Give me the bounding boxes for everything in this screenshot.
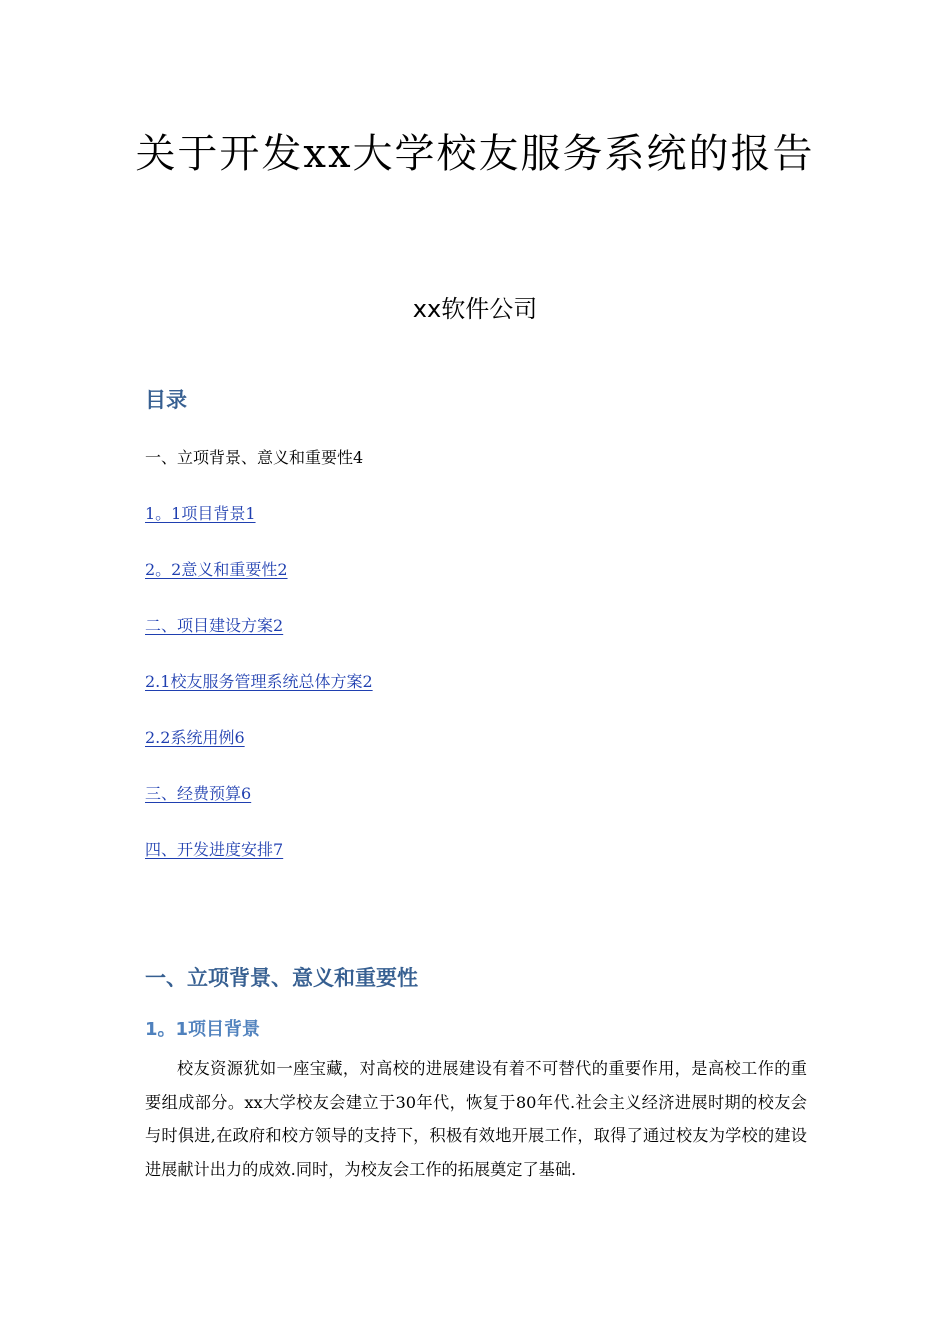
document-title: 关于开发xx大学校友服务系统的报告 <box>135 131 815 177</box>
toc-link-overall-plan[interactable]: 2.1校友服务管理系统总体方案2 <box>145 672 373 691</box>
toc-link-budget[interactable]: 三、经费预算6 <box>145 784 252 803</box>
toc-item <box>145 446 373 502</box>
toc-link-schedule[interactable]: 四、开发进度安排7 <box>145 840 284 859</box>
body-paragraph: 校友资源犹如一座宝藏，对高校的进展建设有着不可替代的重要作用，是高校工作的重要组成部分。xx大学校友会建立于30年代，恢复于80年代.社会主义经济进展时期的校友会与时俱进,在政府和校方领导的支持下，积极有效地开展工作，取得了通过校友为学校的建设进展献计出力的成效.同时，为校友会工作的拓展奠定了基础. <box>145 1059 807 1179</box>
company-name: xx软件公司 <box>412 295 538 323</box>
toc-item <box>145 558 373 614</box>
toc-item <box>145 502 373 558</box>
toc-entry-background: 一、立项背景、意义和重要性4 <box>145 448 364 467</box>
toc-link-project-background[interactable]: 1。1项目背景1 <box>145 504 256 523</box>
toc-item <box>145 670 373 726</box>
toc-link-significance[interactable]: 2。2意义和重要性2 <box>145 560 288 579</box>
toc-item <box>145 726 373 782</box>
toc-item <box>145 782 373 838</box>
table-of-contents <box>145 446 373 894</box>
section-heading: 一、立项背景、意义和重要性 <box>145 966 418 990</box>
toc-link-use-cases[interactable]: 2.2系统用例6 <box>145 728 245 747</box>
toc-heading: 目录 <box>145 388 187 412</box>
toc-item <box>145 614 373 670</box>
subsection-heading: 1。1项目背景 <box>145 1019 261 1040</box>
toc-item <box>145 838 373 894</box>
toc-link-construction-plan[interactable]: 二、项目建设方案2 <box>145 616 284 635</box>
